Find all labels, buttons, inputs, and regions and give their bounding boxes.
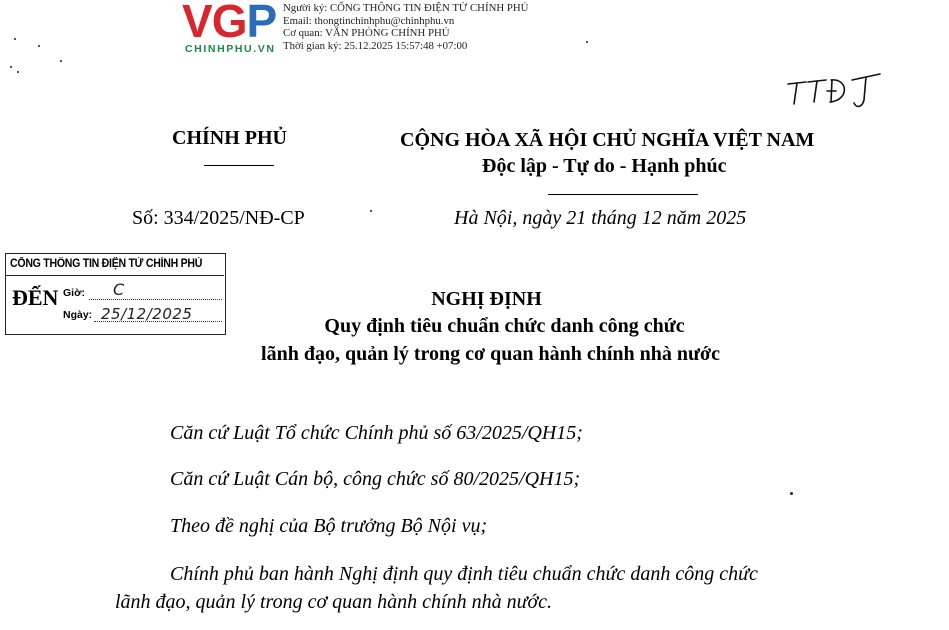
scan-speck bbox=[10, 66, 12, 68]
legal-basis-2: Căn cứ Luật Cán bộ, công chức số 80/2025/QH15; bbox=[170, 468, 581, 490]
enactment-line-2: lãnh đạo, quản lý trong cơ quan hành chính nhà nước. bbox=[115, 591, 553, 613]
document-title-line1: Quy định tiêu chuẩn chức danh công chức bbox=[324, 315, 685, 337]
place-and-date: Hà Nội, ngày 21 tháng 12 năm 2025 bbox=[454, 207, 747, 229]
scan-speck bbox=[790, 492, 793, 495]
scan-speck bbox=[370, 210, 372, 212]
vgp-logo-mark: VGP bbox=[182, 0, 277, 47]
motto-underline bbox=[548, 194, 698, 195]
scan-speck bbox=[17, 71, 19, 73]
signature-line: Cơ quan: VĂN PHÒNG CHÍNH PHỦ bbox=[283, 27, 450, 40]
scan-speck bbox=[60, 60, 62, 62]
enactment-line-1: Chính phủ ban hành Nghị định quy định tiêu chuẩn chức danh công chức bbox=[170, 563, 758, 585]
national-motto: Độc lập - Tự do - Hạnh phúc bbox=[482, 155, 727, 177]
signature-line: Thời gian ký: 25.12.2025 15:57:48 +07:00 bbox=[283, 39, 468, 52]
vgp-logo bbox=[182, 0, 282, 58]
scan-speck bbox=[586, 41, 588, 43]
document-type: NGHỊ ĐỊNH bbox=[431, 288, 542, 310]
handwritten-ttdt-mark bbox=[786, 70, 886, 112]
legal-basis-1: Căn cứ Luật Tổ chức Chính phủ số 63/2025/QH15; bbox=[170, 422, 583, 444]
stamp-received-label: ĐẾN bbox=[12, 285, 59, 310]
stamp-date-label: Ngày: bbox=[63, 309, 93, 321]
scan-speck bbox=[38, 45, 40, 47]
document-number: Số: 334/2025/NĐ-CP bbox=[132, 207, 305, 229]
logo-subtitle: CHINHPHU.VN bbox=[185, 43, 276, 55]
stamp-time-label: Giờ: bbox=[63, 287, 86, 299]
issuer-name: CHÍNH PHỦ bbox=[172, 127, 287, 149]
document-title-line2: lãnh đạo, quản lý trong cơ quan hành chính nhà nước bbox=[261, 343, 720, 365]
issuer-underline bbox=[204, 165, 274, 166]
scan-speck bbox=[14, 38, 16, 40]
country-name: CỘNG HÒA XÃ HỘI CHỦ NGHĨA VIỆT NAM bbox=[400, 129, 815, 151]
stamp-time-value: C bbox=[113, 280, 125, 299]
proposal-line: Theo đề nghị của Bộ trưởng Bộ Nội vụ; bbox=[170, 515, 488, 537]
digital-signature-info bbox=[283, 2, 528, 52]
stamp-date-value: 25/12/2025 bbox=[101, 305, 193, 323]
handwritten-note bbox=[786, 70, 886, 117]
signature-line: Người ký: CỔNG THÔNG TIN ĐIỆN TỬ CHÍNH PHỦ bbox=[283, 2, 529, 14]
stamp-organization: CỔNG THÔNG TIN ĐIỆN TỬ CHÍNH PHỦ bbox=[10, 258, 203, 270]
signature-line: Email: thongtinchinhphu@chinhphu.vn bbox=[283, 14, 455, 27]
